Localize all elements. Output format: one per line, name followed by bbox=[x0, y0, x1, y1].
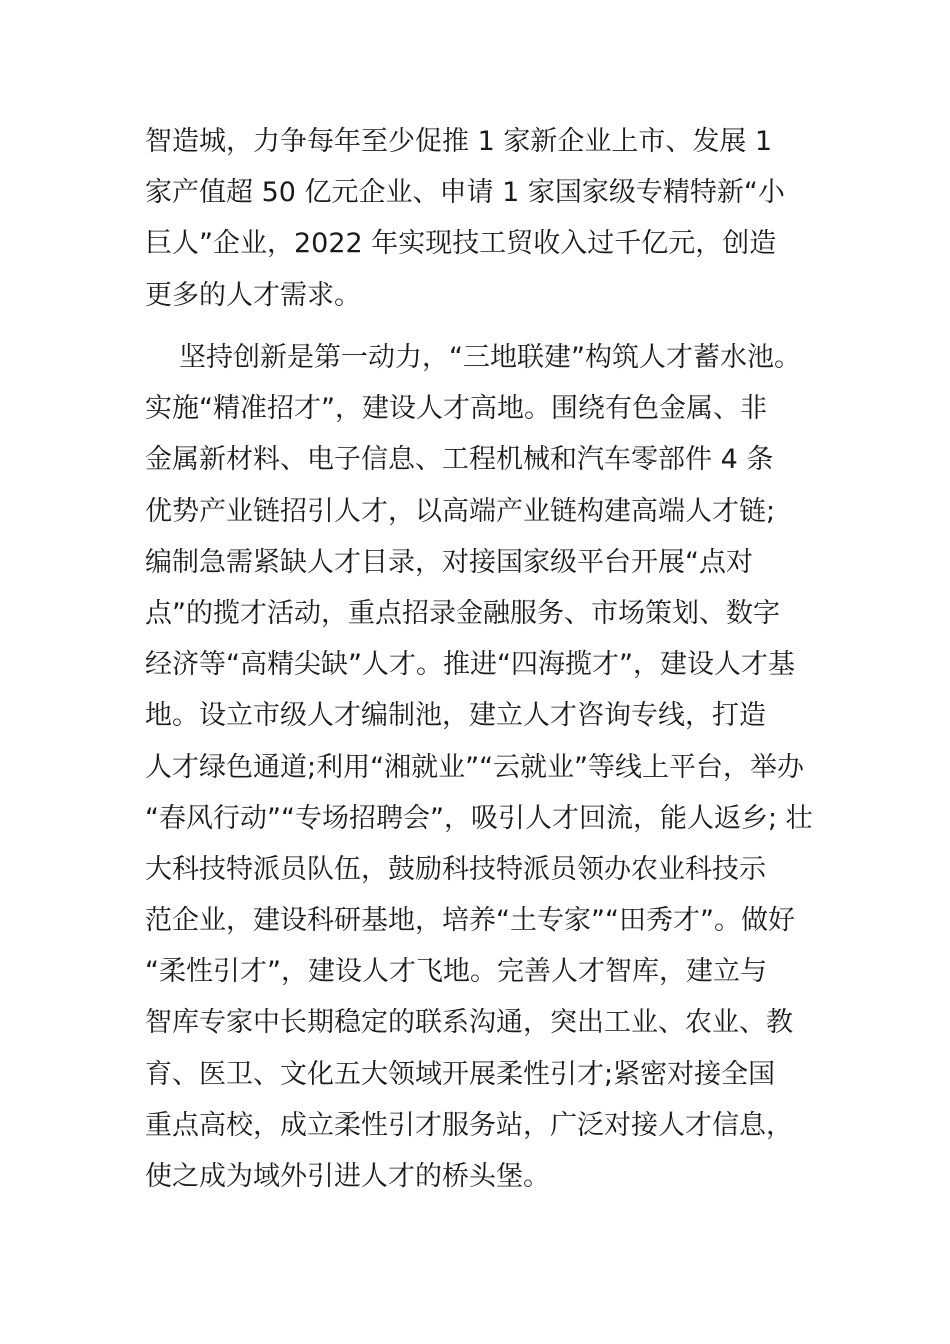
paragraph-line: 点”的揽才活动，重点招录金融服务、市场策划、数字 bbox=[145, 597, 780, 629]
paragraph-line: 智造城，力争每年至少促推 1 家新企业上市、发展 1 bbox=[145, 126, 773, 157]
paragraph-line: 金属新材料、电子信息、工程机械和汽车零部件 4 条 bbox=[145, 444, 774, 476]
paragraph-line: 坚持创新是第一动力，“三地联建”构筑人才蓄水池。 bbox=[179, 342, 801, 373]
paragraph-line: 育、医卫、文化五大领域开展柔性引才;紧密对接全国 bbox=[145, 1058, 776, 1090]
paragraph-line: 地。设立市级人才编制池，建立人才咨询专线，打造 bbox=[145, 700, 766, 732]
paragraph-line: 人才绿色通道;利用“湘就业”“云就业”等线上平台，举办 bbox=[145, 751, 805, 783]
paragraph-line: 大科技特派员队伍，鼓励科技特派员领办农业科技示 bbox=[145, 853, 766, 885]
paragraph-line: 经济等“高精尖缺”人才。推进“四海揽才”，建设人才基 bbox=[145, 649, 795, 681]
paragraph-line: 智库专家中长期稳定的联系沟通，突出工业、农业、教 bbox=[145, 1007, 793, 1039]
paragraph-1 bbox=[145, 116, 825, 321]
paragraph-line: 重点高校，成立柔性引才服务站，广泛对接人才信息， bbox=[145, 1109, 793, 1141]
paragraph-line: 实施“精准招才”，建设人才高地。围绕有色金属、非 bbox=[145, 393, 767, 425]
paragraph-line: 更多的人才需求。 bbox=[145, 279, 361, 311]
paragraph-line: 家产值超 50 亿元企业、申请 1 家国家级专精特新“小 bbox=[145, 177, 785, 209]
paragraph-line: 巨人”企业，2022 年实现技工贸收入过千亿元，创造 bbox=[145, 228, 777, 260]
paragraph-line: 编制急需紧缺人才目录，对接国家级平台开展“点对 bbox=[145, 546, 753, 578]
paragraph-line: 使之成为域外引进人才的桥头堡。 bbox=[145, 1161, 550, 1192]
paragraph-line: 优势产业链招引人才，以高端产业链构建高端人才链; bbox=[145, 495, 776, 527]
paragraph-line: “春风行动”“专场招聘会”，吸引人才回流，能人返乡; 壮 bbox=[145, 802, 813, 834]
paragraph-2 bbox=[145, 332, 825, 1202]
paragraph-line: “柔性引才”，建设人才飞地。完善人才智库，建立与 bbox=[145, 956, 767, 988]
paragraph-line: 范企业，建设科研基地，培养“土专家”“田秀才”。做好 bbox=[145, 905, 795, 937]
